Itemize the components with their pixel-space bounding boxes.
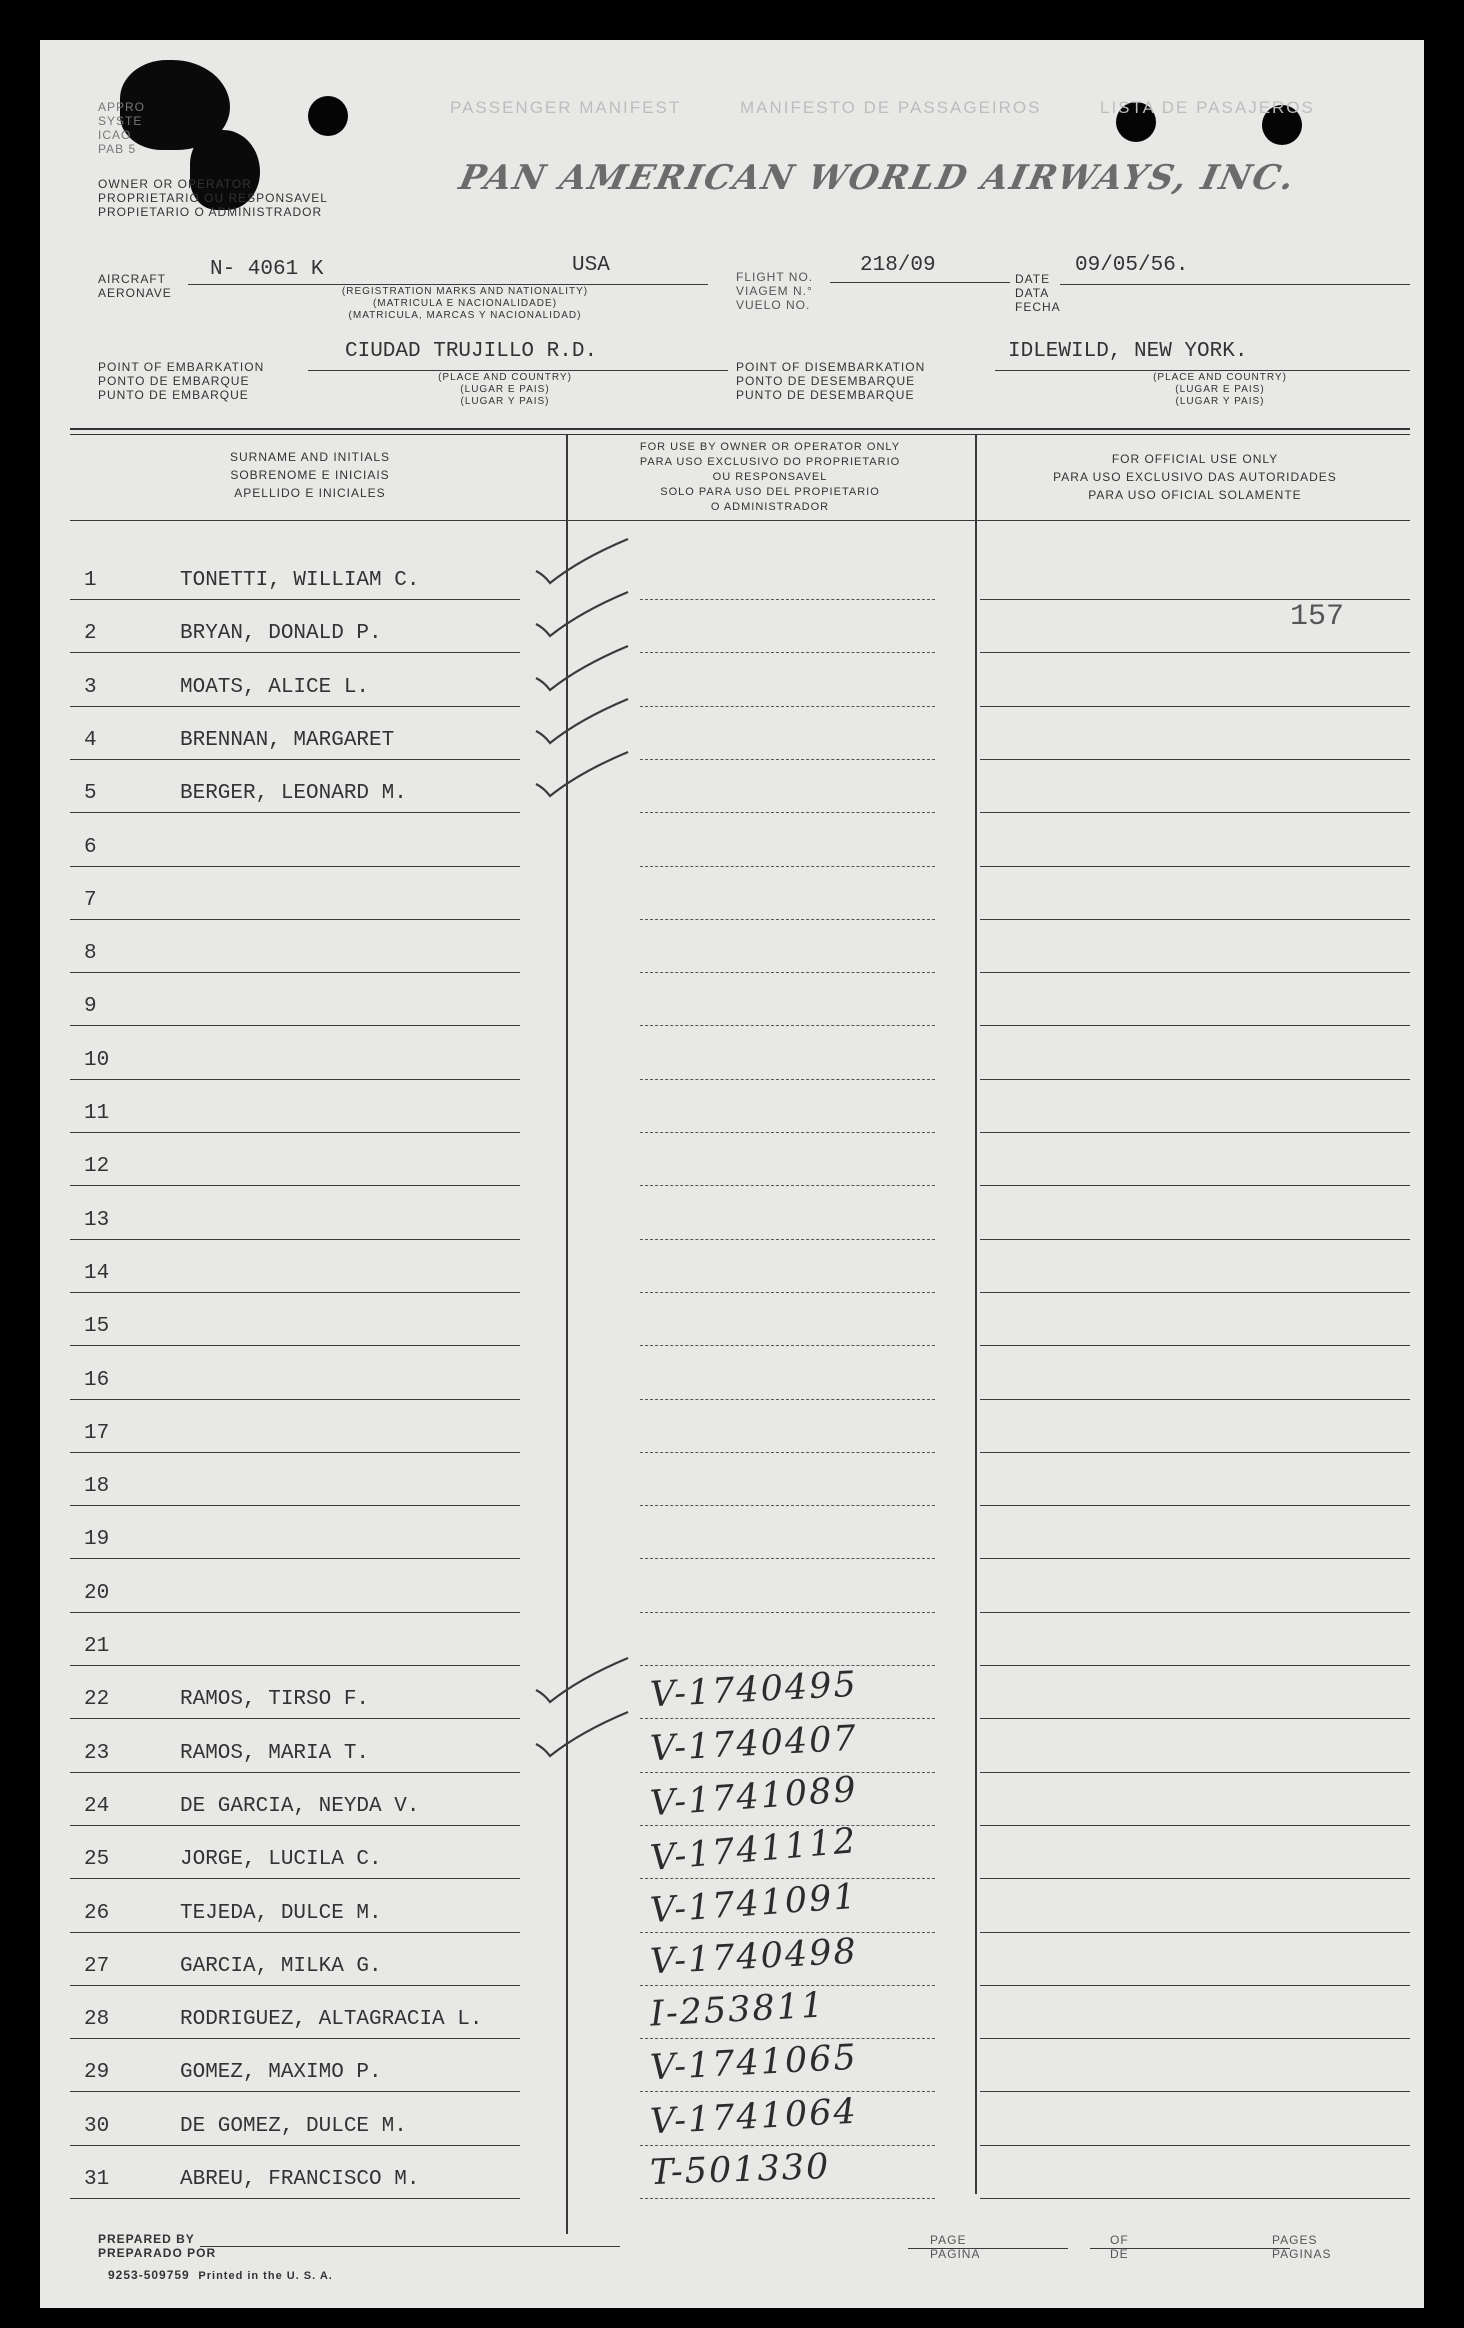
row-line [980, 1558, 1410, 1559]
row-line [640, 919, 935, 920]
passenger-name: TONETTI, WILLIAM C. [180, 569, 420, 592]
row-line [980, 1665, 1410, 1666]
row-line [980, 706, 1410, 707]
row-number: 20 [84, 1582, 110, 1605]
row-number: 29 [84, 2061, 110, 2084]
flight-number: 218/09 [860, 254, 936, 277]
row-line [980, 866, 1410, 867]
document-number: T-501330 [649, 2146, 831, 2194]
row-line [70, 1718, 520, 1719]
owner-label: OWNER OR OPERATOR PROPRIETARIO OU RESPONSAVEL PROPIETARIO O ADMINISTRADOR [98, 177, 328, 219]
row-number: 9 [84, 995, 97, 1018]
row-line [640, 1665, 935, 1666]
embarkation-value: CIUDAD TRUJILLO R.D. [345, 340, 598, 363]
official-number: 157 [1290, 600, 1345, 634]
document-number: V-1740495 [649, 1664, 859, 1716]
column-header-operator: FOR USE BY OWNER OR OPERATOR ONLY PARA USO EXCLUSIVO DO PROPRIETARIO OU RESPONSAVEL SOLO PARA USO DEL PROPIETARIO O ADMINISTRADOR [639, 441, 901, 513]
row-line [640, 1185, 935, 1186]
row-line [980, 1985, 1410, 1986]
row-line [980, 919, 1410, 920]
row-line [980, 1452, 1410, 1453]
row-line [70, 2198, 520, 2199]
document-number: V-1741091 [648, 1876, 859, 1932]
table-top-rule [70, 428, 1410, 430]
row-line [70, 1665, 520, 1666]
row-line [70, 1612, 520, 1613]
row-line [640, 759, 935, 760]
table-top-rule [70, 434, 1410, 435]
row-line [980, 2038, 1410, 2039]
row-number: 14 [84, 1262, 110, 1285]
column-header-name: SURNAME AND INITIALS SOBRENOME E INICIAIS APELLIDO E INICIALES [229, 450, 391, 500]
row-line [70, 1878, 520, 1879]
row-number: 23 [84, 1742, 110, 1765]
row-line [980, 599, 1410, 600]
row-line [640, 706, 935, 707]
passenger-name: TEJEDA, DULCE M. [180, 1902, 382, 1925]
row-line [70, 2038, 520, 2039]
embarkation-sub: (PLACE AND COUNTRY) (LUGAR E PAIS) (LUGAR Y PAIS) [438, 372, 572, 407]
row-number: 8 [84, 942, 97, 965]
aircraft-nationality: USA [572, 254, 610, 277]
passenger-name: GOMEZ, MAXIMO P. [180, 2061, 382, 2084]
row-line [640, 812, 935, 813]
row-number: 1 [84, 569, 97, 592]
row-line [70, 759, 520, 760]
row-line [980, 2198, 1410, 2199]
row-number: 27 [84, 1955, 110, 1978]
aircraft-registration: N- 4061 K [210, 258, 324, 281]
disembarkation-line [995, 370, 1410, 371]
passenger-name: BRENNAN, MARGARET [180, 729, 395, 752]
row-line [980, 1239, 1410, 1240]
row-line [980, 1292, 1410, 1293]
column-header-official: FOR OFFICIAL USE ONLY PARA USO EXCLUSIVO DAS AUTORIDADES PARA USO OFICIAL SOLAMENTE [1053, 452, 1337, 502]
pages-label: PAGES PAGINAS [1272, 2233, 1332, 2261]
row-line [640, 1772, 935, 1773]
row-line [980, 1878, 1410, 1879]
disembarkation-sub: (PLACE AND COUNTRY) (LUGAR E PAIS) (LUGAR Y PAIS) [1153, 372, 1287, 407]
manifest-sheet [40, 40, 1424, 2308]
check-mark-icon [530, 1708, 640, 1768]
passenger-name: RAMOS, TIRSO F. [180, 1688, 370, 1711]
row-line [640, 1345, 935, 1346]
flight-label: FLIGHT NO. VIAGEM N.° VUELO NO. [736, 270, 814, 312]
check-mark-icon [530, 535, 640, 595]
row-line [70, 866, 520, 867]
document-number: V-1740407 [649, 1718, 859, 1770]
check-mark-icon [530, 642, 640, 702]
row-line [70, 1932, 520, 1933]
row-number: 21 [84, 1635, 110, 1658]
row-line [70, 1825, 520, 1826]
row-line [70, 1185, 520, 1186]
row-number: 28 [84, 2008, 110, 2031]
flight-date: 09/05/56. [1075, 254, 1189, 277]
flight-line [830, 282, 1010, 283]
row-line [640, 1612, 935, 1613]
faint-title: PASSENGER MANIFEST [450, 98, 682, 117]
row-line [980, 2091, 1410, 2092]
row-number: 11 [84, 1102, 110, 1125]
prepared-line [200, 2246, 620, 2247]
row-line [70, 1239, 520, 1240]
document-number: V-1741064 [649, 2091, 859, 2143]
disembarkation-value: IDLEWILD, NEW YORK. [1008, 340, 1248, 363]
of-label: OF DE [1110, 2233, 1129, 2261]
row-line [980, 812, 1410, 813]
row-line [640, 1985, 935, 1986]
document-number: V-1741112 [648, 1821, 860, 1879]
document-number: V-1740498 [649, 1931, 859, 1983]
row-line [70, 652, 520, 653]
row-line [980, 972, 1410, 973]
row-line [70, 1399, 520, 1400]
row-line [70, 2145, 520, 2146]
row-line [70, 1505, 520, 1506]
row-number: 12 [84, 1155, 110, 1178]
row-line [70, 1292, 520, 1293]
passenger-name: BERGER, LEONARD M. [180, 782, 407, 805]
passenger-name: ABREU, FRANCISCO M. [180, 2168, 420, 2191]
passenger-name: DE GARCIA, NEYDA V. [180, 1795, 420, 1818]
row-line [640, 1132, 935, 1133]
row-line [980, 1399, 1410, 1400]
row-line [640, 1025, 935, 1026]
row-line [70, 706, 520, 707]
passenger-name: RODRIGUEZ, ALTAGRACIA L. [180, 2008, 483, 2031]
row-line [980, 1345, 1410, 1346]
row-line [640, 1878, 935, 1879]
row-line [70, 1558, 520, 1559]
row-number: 5 [84, 782, 97, 805]
row-line [640, 1505, 935, 1506]
passenger-name: BRYAN, DONALD P. [180, 622, 382, 645]
row-line [980, 1505, 1410, 1506]
row-line [70, 1025, 520, 1026]
row-line [70, 1132, 520, 1133]
document-number: V-1741089 [648, 1769, 859, 1825]
of-line [1090, 2248, 1290, 2249]
row-line [640, 2038, 935, 2039]
aircraft-line [188, 284, 708, 285]
row-line [70, 919, 520, 920]
faint-title: MANIFESTO DE PASSAGEIROS [740, 98, 1042, 117]
airline-name: PAN AMERICAN WORLD AIRWAYS, INC. [455, 158, 1300, 198]
row-number: 31 [84, 2168, 110, 2191]
row-line [70, 1079, 520, 1080]
row-line [980, 1025, 1410, 1026]
row-line [980, 1185, 1410, 1186]
row-line [640, 599, 935, 600]
row-number: 25 [84, 1848, 110, 1871]
passenger-name: DE GOMEZ, DULCE M. [180, 2115, 407, 2138]
row-line [640, 1399, 935, 1400]
row-line [640, 1558, 935, 1559]
row-number: 7 [84, 889, 97, 912]
row-number: 22 [84, 1688, 110, 1711]
punch-hole [308, 96, 348, 136]
passenger-name: MOATS, ALICE L. [180, 676, 370, 699]
row-number: 13 [84, 1209, 110, 1232]
check-mark-icon [530, 695, 640, 755]
check-mark-icon [530, 588, 640, 648]
row-line [70, 1345, 520, 1346]
row-line [640, 1292, 935, 1293]
check-mark-icon [530, 1654, 640, 1714]
row-line [640, 2145, 935, 2146]
row-line [70, 1772, 520, 1773]
row-line [640, 1825, 935, 1826]
row-number: 16 [84, 1369, 110, 1392]
row-number: 3 [84, 676, 97, 699]
passenger-name: RAMOS, MARIA T. [180, 1742, 370, 1765]
embarkation-label: POINT OF EMBARKATION PONTO DE EMBARQUE PUNTO DE EMBARQUE [98, 360, 265, 402]
row-line [640, 1452, 935, 1453]
disembarkation-label: POINT OF DISEMBARKATION PONTO DE DESEMBARQUE PUNTO DE DESEMBARQUE [736, 360, 926, 402]
row-line [640, 1239, 935, 1240]
embarkation-line [308, 370, 728, 371]
row-line [70, 972, 520, 973]
aircraft-sub: (REGISTRATION MARKS AND NATIONALITY) (MATRICULA E NACIONALIDADE) (MATRICULA, MARCAS Y NACIONALIDAD) [341, 286, 589, 321]
row-number: 6 [84, 836, 97, 859]
row-line [980, 2145, 1410, 2146]
row-line [640, 866, 935, 867]
row-line [640, 972, 935, 973]
page-line [908, 2248, 1068, 2249]
row-line [640, 1079, 935, 1080]
row-line [640, 652, 935, 653]
prepared-label: PREPARED BY PREPARADO POR [98, 2232, 217, 2260]
row-line [980, 1612, 1410, 1613]
date-line [1060, 284, 1410, 285]
passenger-name: JORGE, LUCILA C. [180, 1848, 382, 1871]
row-line [980, 1132, 1410, 1133]
form-number: 9253-509759 Printed in the U. S. A. [108, 2268, 333, 2282]
row-number: 4 [84, 729, 97, 752]
row-number: 18 [84, 1475, 110, 1498]
row-line [980, 652, 1410, 653]
row-line [70, 812, 520, 813]
row-line [640, 2198, 935, 2199]
row-number: 10 [84, 1049, 110, 1072]
passenger-name: GARCIA, MILKA G. [180, 1955, 382, 1978]
date-label: DATE DATA FECHA [1015, 272, 1061, 314]
row-line [980, 759, 1410, 760]
row-number: 15 [84, 1315, 110, 1338]
row-number: 30 [84, 2115, 110, 2138]
row-number: 19 [84, 1528, 110, 1551]
header-rule [70, 520, 1410, 521]
faint-title: LISTA DE PASAJEROS [1100, 98, 1315, 117]
form-codes: APPRO SYSTE ICAO PAB 5 [98, 100, 146, 156]
row-number: 17 [84, 1422, 110, 1445]
page-label: PAGE PAGINA [930, 2233, 981, 2261]
row-line [70, 2091, 520, 2092]
row-number: 26 [84, 1902, 110, 1925]
row-line [980, 1718, 1410, 1719]
row-line [70, 1452, 520, 1453]
document-number: V-1741065 [649, 2037, 859, 2089]
row-number: 24 [84, 1795, 110, 1818]
row-line [70, 599, 520, 600]
aircraft-label: AIRCRAFT AERONAVE [98, 272, 172, 300]
row-line [70, 1985, 520, 1986]
check-mark-icon [530, 748, 640, 808]
row-line [980, 1932, 1410, 1933]
row-line [980, 1079, 1410, 1080]
column-divider [975, 434, 977, 2194]
row-line [640, 1932, 935, 1933]
row-line [980, 1772, 1410, 1773]
document-number: I-253811 [649, 1985, 827, 2035]
row-line [980, 1825, 1410, 1826]
row-number: 2 [84, 622, 97, 645]
row-line [640, 2091, 935, 2092]
row-line [640, 1718, 935, 1719]
